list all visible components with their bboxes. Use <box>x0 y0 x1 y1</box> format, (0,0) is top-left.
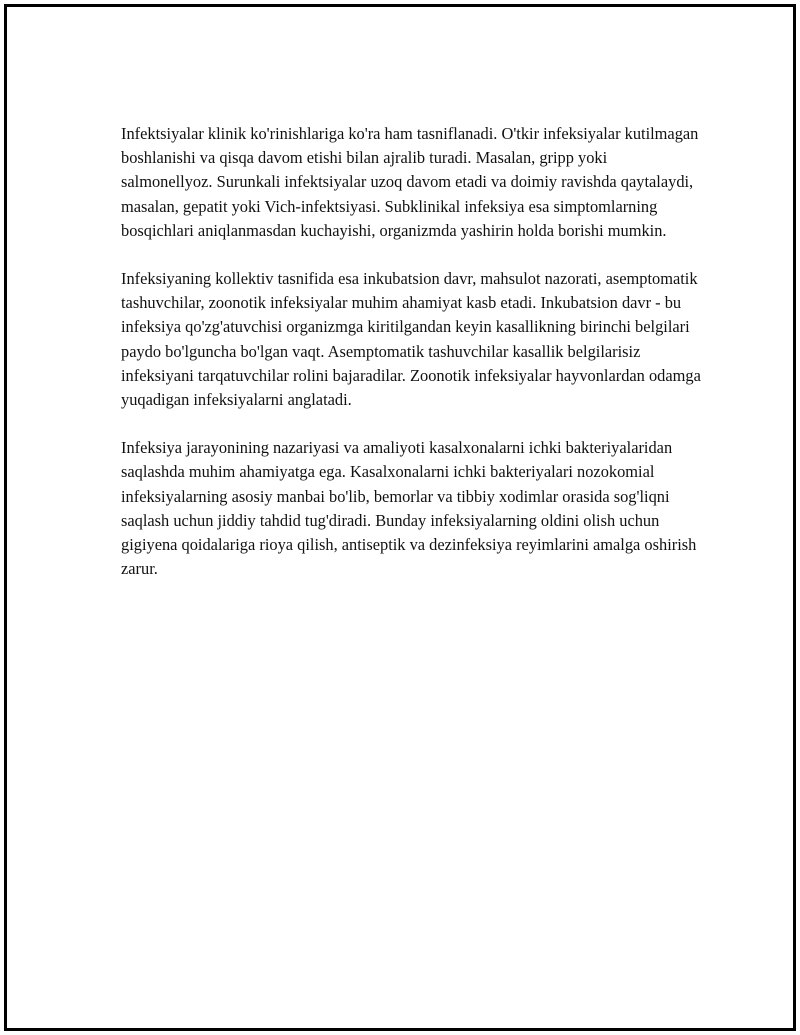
paragraph-hospital-infections: Infeksiya jarayonining nazariyasi va amaliyoti kasalxonalarni ichki bakteriyalaridan saqlashda muhim ahamiyatga ega. Kasalxonalarni ichki bakteriyalari nozokomial infeksiyalarning asosiy manbai bo'lib, bemorlar va tibbiy xodimlar orasida sog'liqni saqlash uchun jiddiy tahdid tug'diradi. Bunday infeksiyalarning oldini olish uchun gigiyena qoidalariga rioya qilish, antiseptik va dezinfeksiya reyimlarini amalga oshirish zarur. <box>121 438 697 579</box>
paragraph-collective-classification: Infeksiyaning kollektiv tasnifida esa inkubatsion davr, mahsulot nazorati, asemptomatik tashuvchilar, zoonotik infeksiyalar muhim ahamiyat kasb etadi. Inkubatsion davr - bu infeksiya qo'zg'atuvchisi organizmga kiritilgandan keyin kasallikning birinchi belgilari paydo bo'lguncha bo'lgan vaqt. Asemptomatik tashuvchilar kasallik belgilarisiz infeksiyani tarqatuvchilar rolini bajaradilar. Zoonotik infeksiyalar hayvonlardan odamga yuqadigan infeksiyalarni anglatadi. <box>121 269 701 410</box>
document-body <box>121 122 701 605</box>
page-frame <box>4 4 796 1031</box>
paragraph-clinical-classification: Infektsiyalar klinik ko'rinishlariga ko'ra ham tasniflanadi. O'tkir infeksiyalar kutilmagan boshlanishi va qisqa davom etishi bilan ajralib turadi. Masalan, gripp yoki salmonellyoz. Surunkali infektsiyalar uzoq davom etadi va doimiy ravishda qaytalaydi, masalan, gepatit yoki Vich-infektsiyasi. Subklinikal infeksiya esa simptomlarning bosqichlari aniqlanmasdan kuchayishi, organizmda yashirin holda borishi mumkin. <box>121 124 699 240</box>
